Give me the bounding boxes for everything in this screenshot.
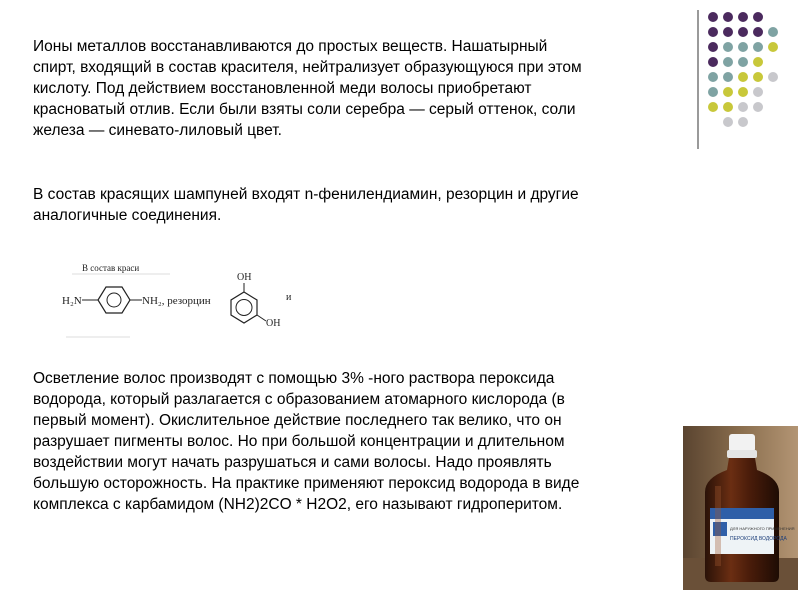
- decorative-dot: [723, 12, 733, 22]
- decorative-dot: [738, 87, 748, 97]
- decorative-dot: [708, 42, 718, 52]
- decorative-dot: [708, 87, 718, 97]
- paragraph-dye-shampoos: В состав красящих шампуней входят n-фенилендиамин, резорцин и другие аналогичные соединения.: [33, 186, 579, 224]
- formula-oh-bottom: OH: [266, 318, 281, 329]
- decorative-dot: [723, 72, 733, 82]
- decorative-dot: [753, 42, 763, 52]
- decorative-dot: [738, 12, 748, 22]
- decorative-dot: [768, 27, 778, 37]
- decorative-dot: [738, 72, 748, 82]
- decorative-dot: [753, 72, 763, 82]
- formula-amine-right: NH₂, резорцин: [142, 295, 211, 307]
- formula-conjunction: и: [286, 292, 292, 303]
- bottle-label-line2: ПЕРОКСИД ВОДОРОДА: [730, 536, 787, 542]
- decorative-dot: [738, 57, 748, 67]
- decorative-dot: [708, 102, 718, 112]
- decorative-dot: [753, 27, 763, 37]
- decorative-dot: [753, 57, 763, 67]
- paragraph-hair-bleaching: Осветление волос производят с помощью 3% -ного раствора пероксида водорода, который разлагается с образованием атомарного кислорода (в первый момент). Окислительное действие последнего так велико, что он разрушает пигменты волос. Но при большой концентрации и длительном воздействии могут начать разрушаться и сами волосы. Надо проявлять большую осторожность. На практике применяют пероксид водорода в виде комплекса с карбамидом (NH2)2CO * H2O2, его называют гидроперитом.: [33, 370, 580, 513]
- decorative-dot: [738, 117, 748, 127]
- decorative-dot: [723, 27, 733, 37]
- decorative-dot: [723, 42, 733, 52]
- hydrogen-peroxide-bottle-photo: [683, 426, 798, 590]
- decorative-dot: [738, 42, 748, 52]
- decorative-dot: [768, 72, 778, 82]
- paragraph-metal-ions: Ионы металлов восстанавливаются до простых веществ. Нашатырный спирт, входящий в состав красителя, нейтрализует образующуюся при этом кислоту. Под действием восстановленной меди волосы приобретают красноватый отлив. Если были взяты соли серебра — серый оттенок, соли железа — синевато-лиловый цвет.: [33, 38, 582, 139]
- decorative-dot: [708, 12, 718, 22]
- decorative-dot: [753, 12, 763, 22]
- chemical-formula-image: [60, 262, 310, 340]
- decorative-dot: [708, 72, 718, 82]
- formula-amine-left: H₂N: [62, 295, 82, 307]
- decorative-divider: [697, 10, 699, 149]
- decorative-dot: [753, 87, 763, 97]
- resorcinol-ring-icon: [231, 292, 257, 323]
- decorative-dot: [723, 57, 733, 67]
- decorative-dot: [708, 57, 718, 67]
- decorative-dot: [708, 27, 718, 37]
- decorative-dot: [723, 87, 733, 97]
- formula-header-text: В состав краси: [82, 263, 140, 273]
- decorative-dot: [738, 102, 748, 112]
- decorative-dot: [753, 102, 763, 112]
- decorative-dot: [738, 27, 748, 37]
- decorative-dot: [723, 117, 733, 127]
- decorative-dot: [768, 42, 778, 52]
- bottle-label-line1: ДЛЯ НАРУЖНОГО ПРИМЕНЕНИЯ: [730, 526, 795, 531]
- formula-oh-top: OH: [237, 272, 252, 283]
- benzene-ring-icon: [98, 287, 130, 313]
- decorative-dot: [723, 102, 733, 112]
